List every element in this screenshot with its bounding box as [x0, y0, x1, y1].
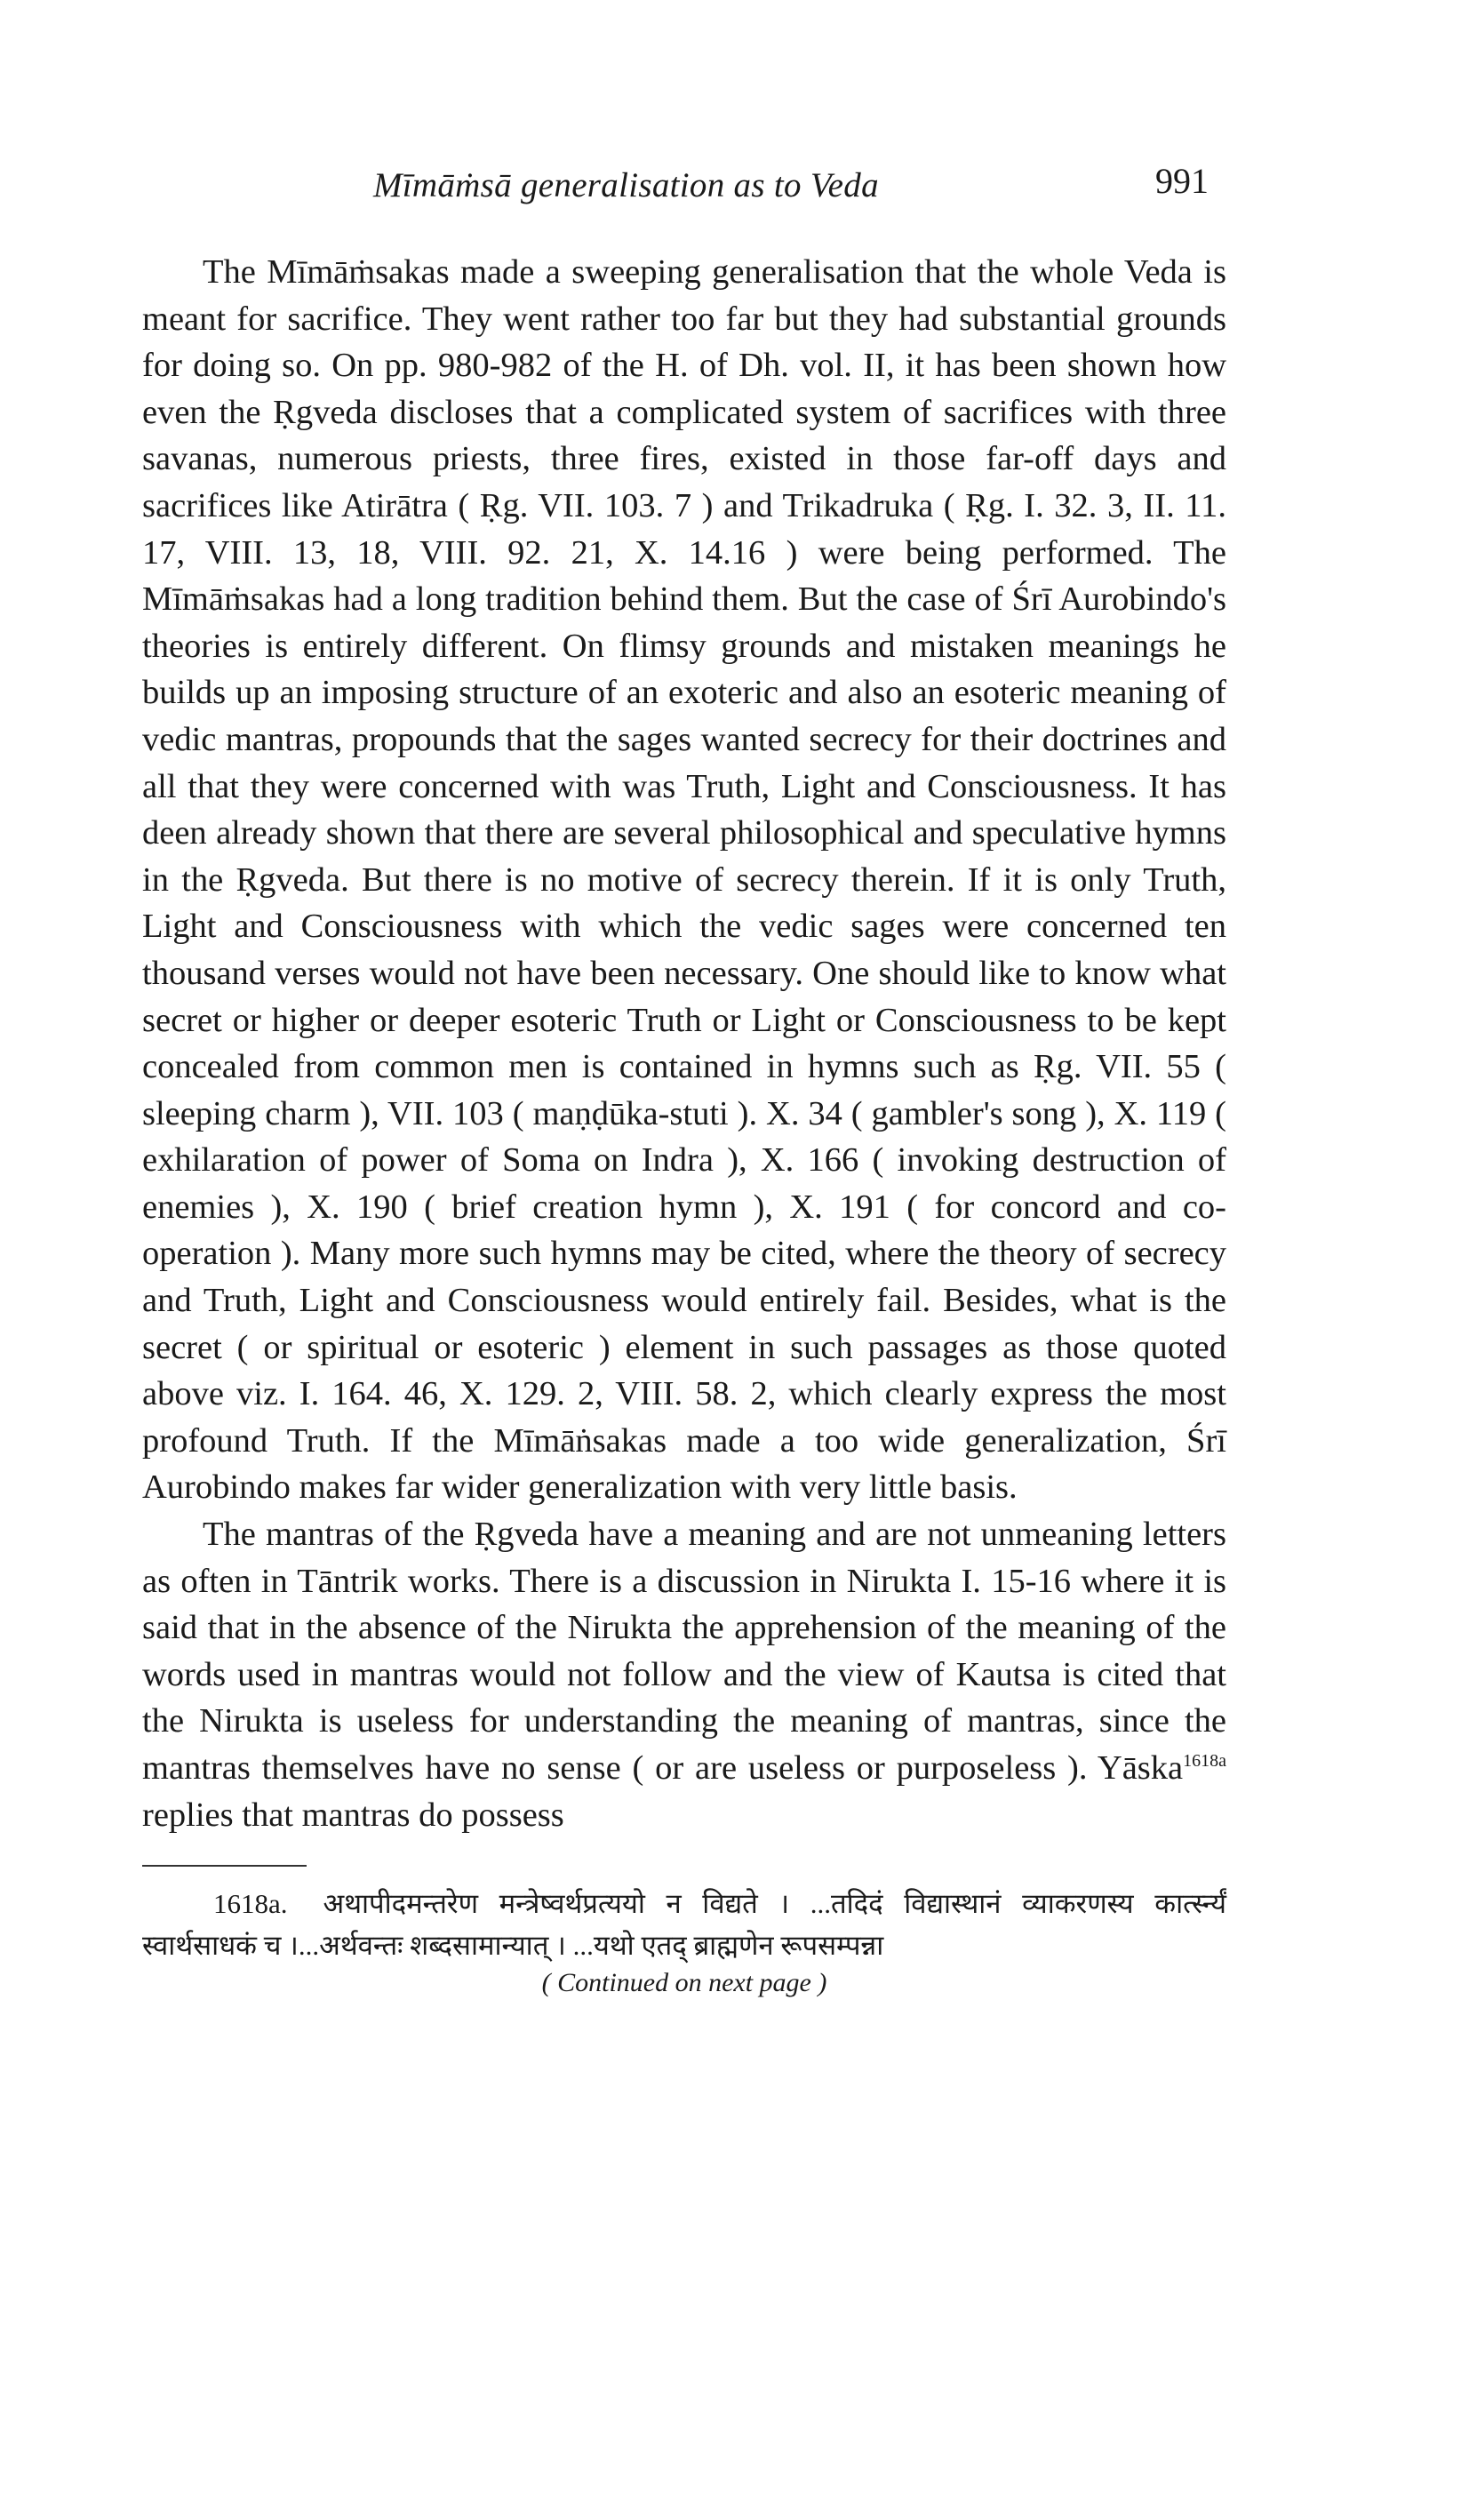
footnote-label: 1618a. — [213, 1888, 288, 1920]
footnote-separator — [142, 1865, 307, 1867]
book-page — [142, 151, 1226, 1998]
page-number: 991 — [1155, 161, 1209, 201]
body-text — [142, 249, 1226, 1838]
running-head — [142, 151, 1226, 213]
footnote — [142, 1883, 1226, 1966]
footnote-text: अथापीदमन्तरेण मन्त्रेष्वर्थप्रत्ययो न विद्यते । ...तदिदं विद्यास्थानं व्याकरणस्य कार्त्स्न्यं स्वार्थसाधकं च ।...अर्थवन्तः शब्दसामान्यात् । ...यथो एतद् ब्राह्मणेन रूपसम्पन्ना — [142, 1888, 1226, 1962]
footnote-continued: ( Continued on next page ) — [541, 1968, 827, 1998]
paragraph-2-tail: replies that mantras do possess — [142, 1796, 564, 1834]
running-title: Mīmāṁsā generalisation as to Veda — [373, 166, 879, 204]
paragraph-2-text: The mantras of the Ṛgveda have a meaning and are not unmeaning letters as often in Tāntrik works. There is a discussion in Nirukta I. 15-16 where it is said that in the absence of the Nirukta the apprehension of the meaning of the words used in mantras would not follow and the view of Kautsa is cited that the Nirukta is useless for understanding the meaning of mantras, since the mantras themselves have no sense ( or are useless or purposeless ). Yāska — [142, 1516, 1226, 1787]
footnote-reference: 1618a — [1183, 1751, 1226, 1772]
paragraph-1: The Mīmāṁsakas made a sweeping generalisation that the whole Veda is meant for sacrifice. They went rather too far but they had substantial grounds for doing so. On pp. 980-982 of the H. of Dh. vol. II, it has been shown how even the Ṛgveda discloses that a complicated system of sacrifices with three savanas, numerous priests, three fires, existed in those far-off days and sacrifices like Atirātra ( Ṛg. VII. 103. 7 ) and Trikadruka ( Ṛg. I. 32. 3, II. 11. 17, VIII. 13, 18, VIII. 92. 21, X. 14.16 ) were being performed. The Mīmāṁsakas had a long tradition behind them. But the case of Śrī Aurobindo's theories is entirely different. On flimsy grounds and mistaken meanings he builds up an imposing structure of an exoteric and also an esoteric meaning of vedic mantras, propounds that the sages wanted secrecy for their doctrines and all that they were concerned with was Truth, Light and Consciousness. It has deen already shown that there are several philosophical and speculative hymns in the Ṛgveda. But there is no motive of secrecy therein. If it is only Truth, Light and Consciousness with which the vedic sages were concerned ten thousand verses would not have been necessary. One should like to know what secret or higher or deeper esoteric Truth or Light or Consciousness to be kept concealed from common men is contained in hymns such as Ṛg. VII. 55 ( sleeping charm ), VII. 103 ( maṇḍūka-stuti ). X. 34 ( gambler's song ), X. 119 ( exhilaration of power of Soma on Indra ), X. 166 ( invoking destruction of enemies ), X. 190 ( brief creation hymn ), X. 191 ( for concord and co-operation ). Many more such hymns may be cited, where the theory of secrecy and Truth, Light and Consciousness would entirely fail. Besides, what is the secret ( or spiritual or esoteric ) element in such passages as those quoted above viz. I. 164. 46, X. 129. 2, VIII. 58. 2, which clearly express the most profound Truth. If the Mīmāṅsakas made a too wide generalization, Śrī Aurobindo makes far wider generalization with very little basis. — [142, 253, 1226, 1507]
paragraph-2 — [142, 1511, 1226, 1838]
